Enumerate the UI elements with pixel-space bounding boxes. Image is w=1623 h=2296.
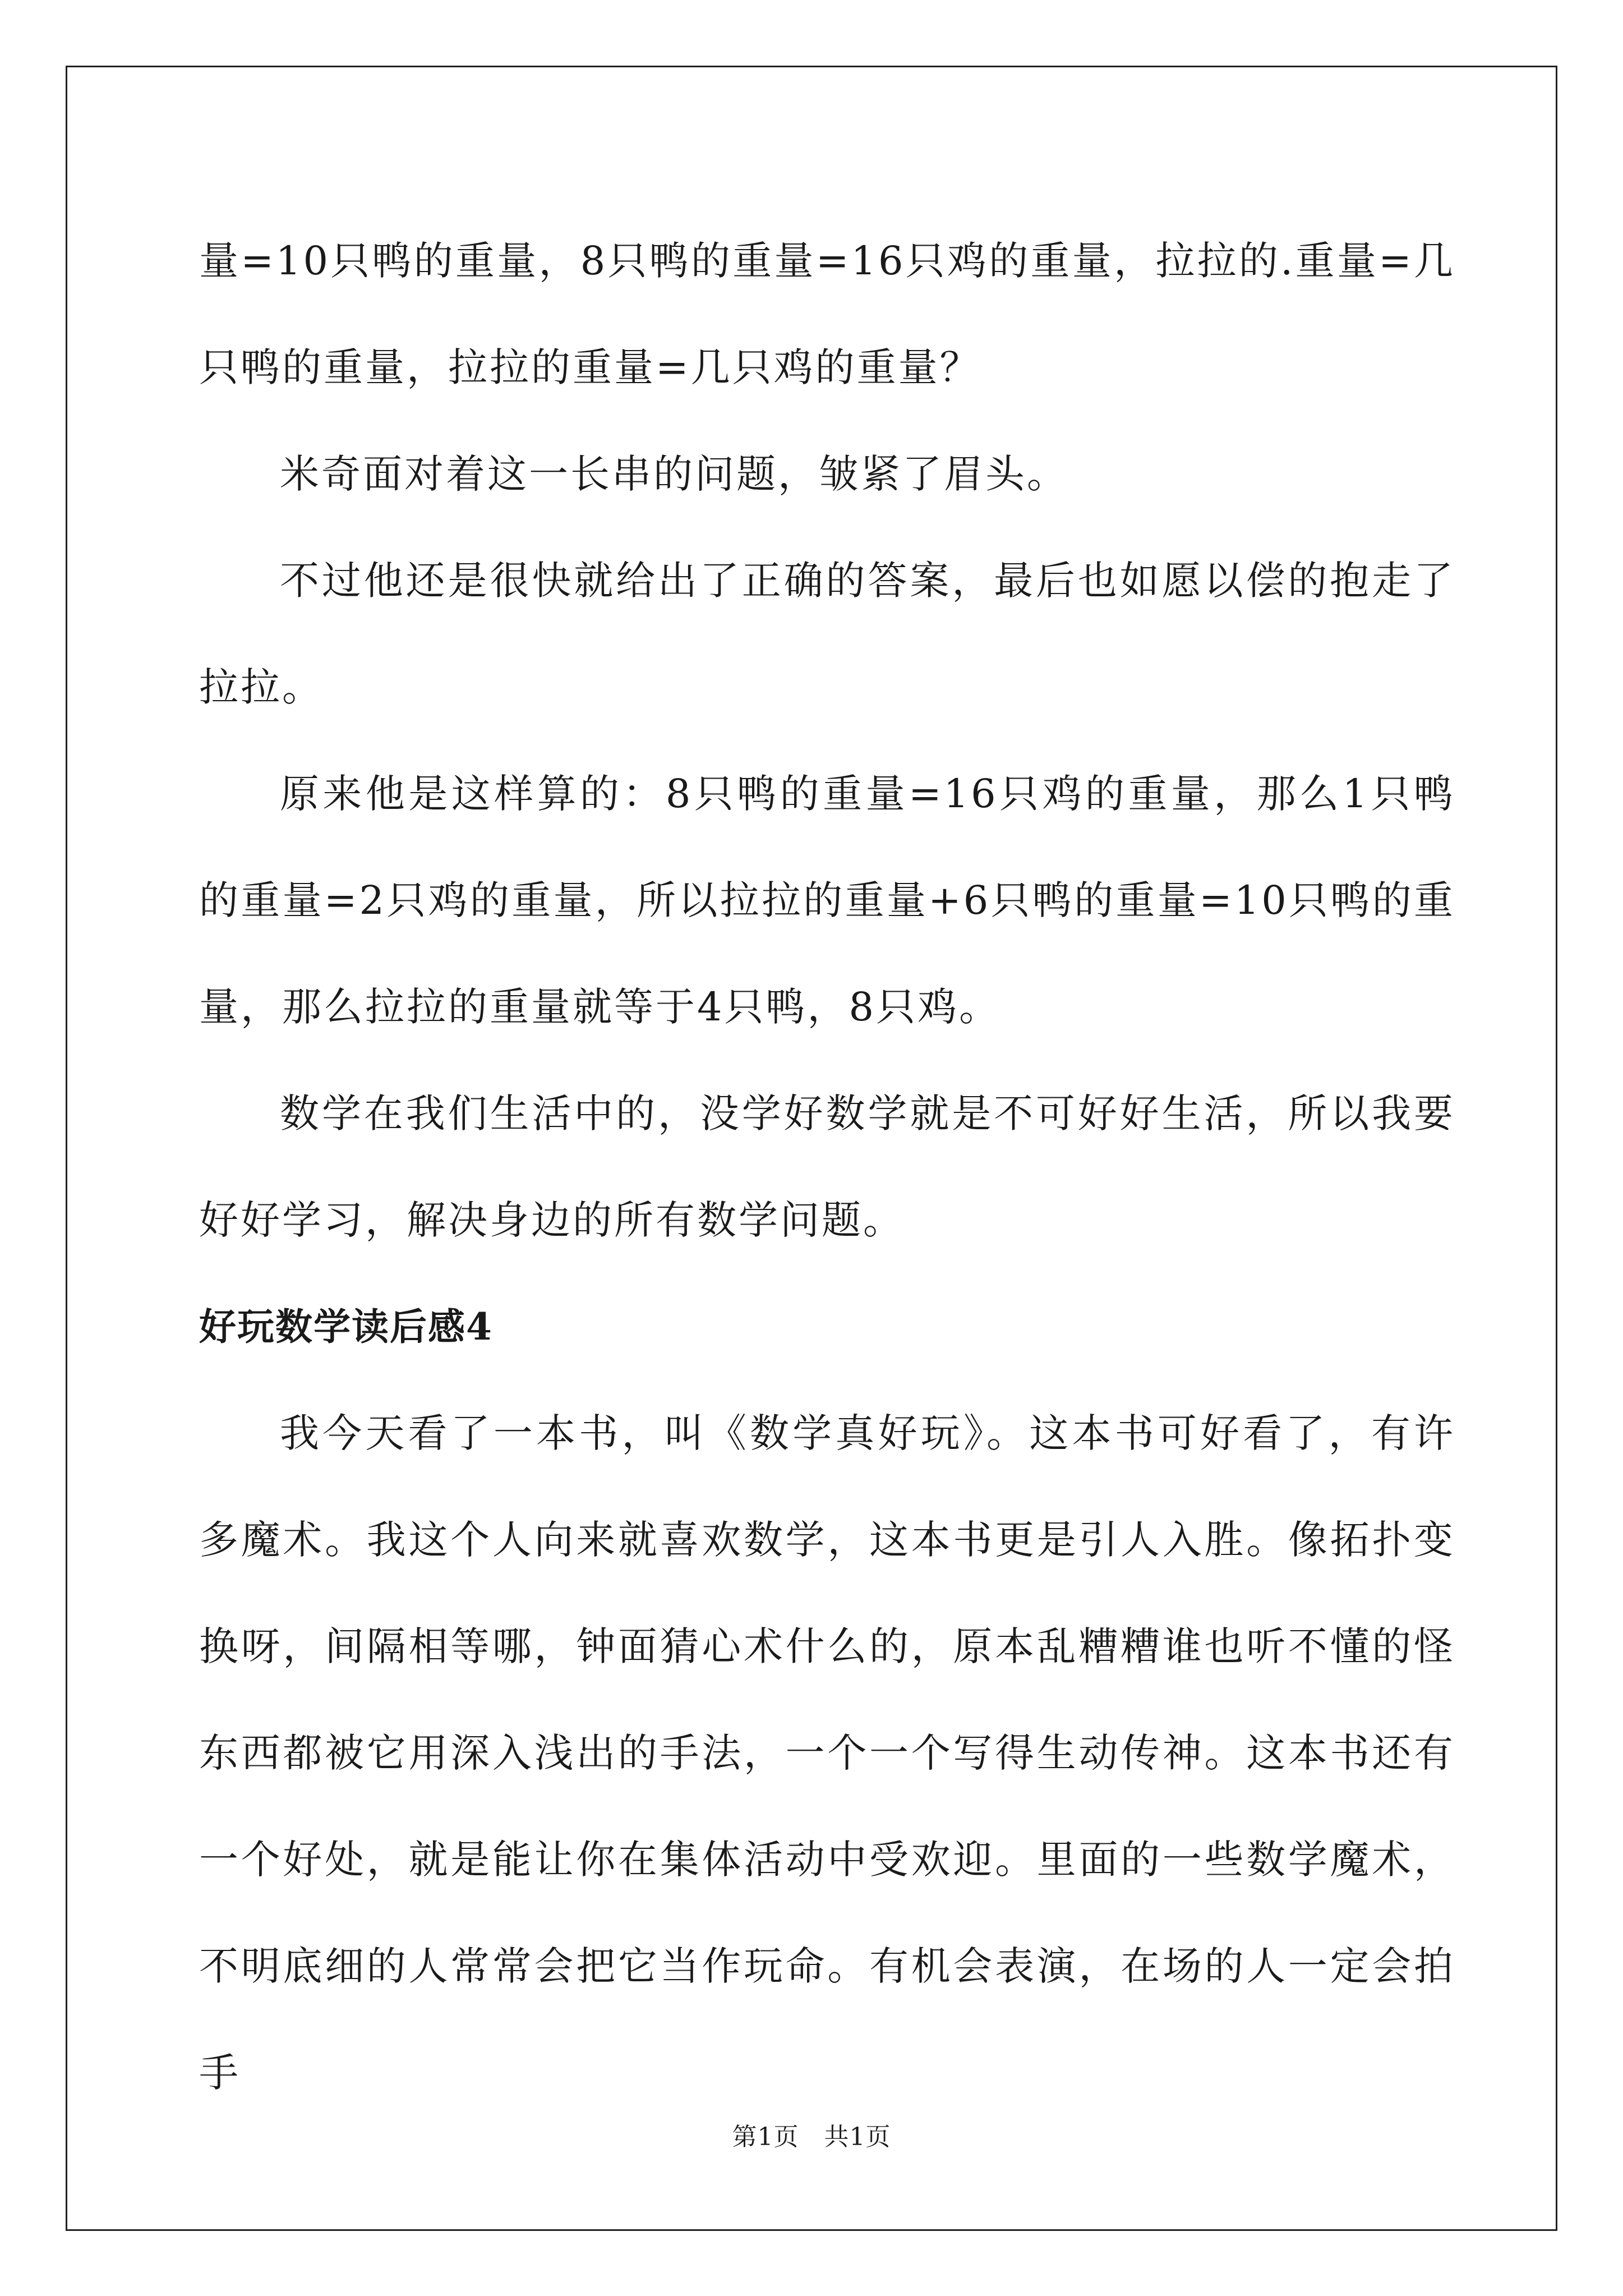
paragraph: 量=10只鸭的重量，8只鸭的重量=16只鸡的重量，拉拉的.重量=几只鸭的重量，拉拉的重量=几只鸡的重量？ [199,238,1455,390]
paragraph: 米奇面对着这一长串的问题，皱紧了眉头。 [280,451,1068,497]
paragraph: 原来他是这样算的：8只鸭的重量=16只鸡的重量，那么1只鸭的重量=2只鸡的重量，所以拉拉的重量+6只鸭的重量=10只鸭的重量，那么拉拉的重量就等于4只鸭，8只鸡。 [199,771,1455,1030]
section-heading: 好玩数学读后感4 [199,1305,493,1349]
page-footer: 第1页 共1页 [732,2123,891,2151]
paragraph: 我今天看了一本书，叫《数学真好玩》。这本书可好看了，有许多魔术。我这个人向来就喜欢数学，这本书更是引人入胜。像拓扑变换呀，间隔相等哪，钟面猜心术什么的，原本乱糟糟谁也听不懂的怪东西都被它用深入浅出的手法，一个一个写得生动传神。这本书还有一个好处，就是能让你在集体活动中受欢迎。里面的一些数学魔术，不明底细的人常常会把它当作玩命。有机会表演，在场的人一定会拍手 [199,1410,1455,2096]
document-body [199,208,1455,2126]
paragraph: 数学在我们生活中的，没学好数学就是不可好好生活，所以我要好好学习，解决身边的所有数学问题。 [199,1091,1455,1243]
paragraph: 不过他还是很快就给出了正确的答案，最后也如愿以偿的抱走了拉拉。 [199,558,1455,710]
